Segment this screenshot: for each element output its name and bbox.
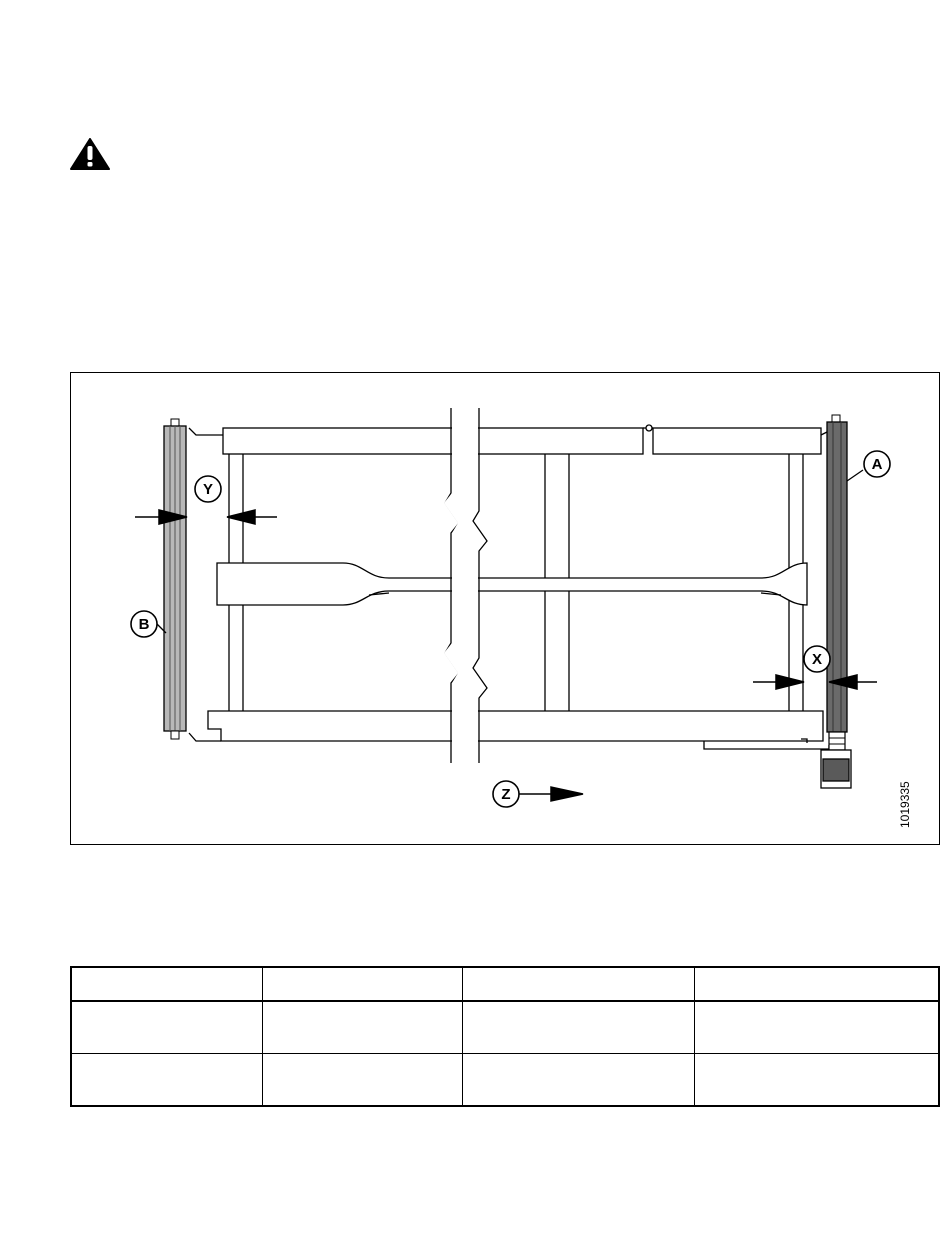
table-header-cell [263, 967, 463, 1001]
bottom-tube [208, 711, 823, 741]
table-cell [71, 1001, 263, 1054]
table-cell [462, 1054, 694, 1107]
drive-motor [821, 750, 851, 788]
table-cell [695, 1054, 939, 1107]
roller-b [164, 419, 186, 739]
spec-table [70, 966, 940, 1107]
draper-roller-illustration [71, 373, 941, 846]
callout-z-label: Z [501, 786, 511, 803]
center-cross-tube [217, 563, 807, 605]
figure-frame [70, 372, 940, 845]
callout-b-label: B [138, 616, 150, 633]
table-row [71, 1001, 939, 1054]
top-tube-right [653, 428, 821, 454]
callout-a-label: A [871, 456, 883, 473]
table-header-cell [462, 967, 694, 1001]
roller-a [827, 415, 847, 750]
table-cell [263, 1001, 463, 1054]
table-cell [263, 1054, 463, 1107]
table-header-cell [695, 967, 939, 1001]
table-cell [695, 1001, 939, 1054]
warning-triangle-icon [70, 138, 110, 170]
table-cell [462, 1001, 694, 1054]
callout-y-label: Y [202, 481, 214, 498]
table-row [71, 1054, 939, 1107]
callout-x-label: X [811, 651, 823, 668]
table-header-row [71, 967, 939, 1001]
top-tube-left [223, 428, 643, 454]
table-header-cell [71, 967, 263, 1001]
table-cell [71, 1054, 263, 1107]
figure-number: 1019335 [898, 781, 912, 828]
